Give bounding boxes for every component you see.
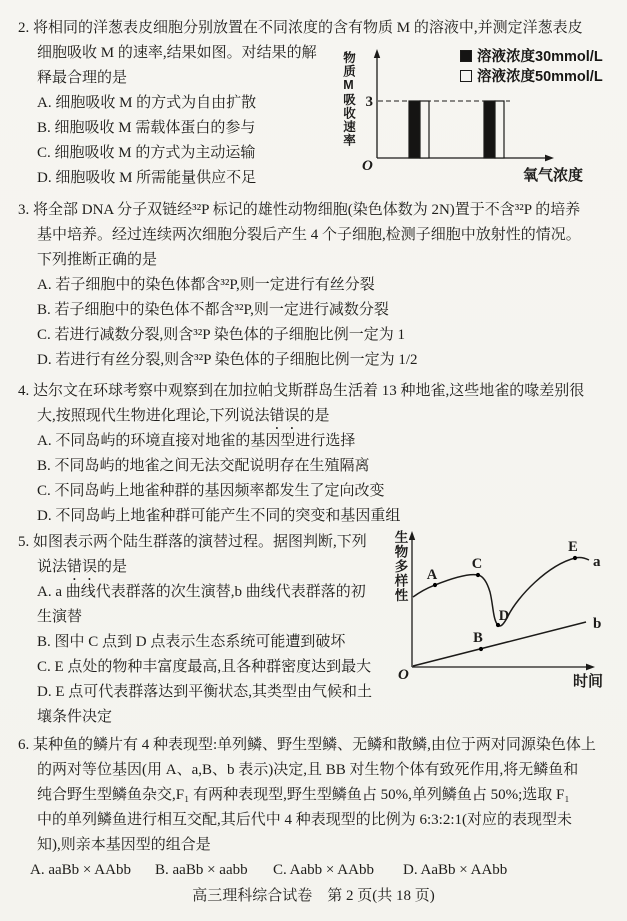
q3-option-d: D. 若进行有丝分裂,则含³²P 染色体的子细胞比例一定为 1/2: [37, 352, 418, 368]
q4-option-c: C. 不同岛屿上地雀种群的基因频率都发生了定向改变: [37, 483, 385, 499]
figure-q2-bar-chart: [340, 46, 627, 188]
q6-option-c: C. Aabb × AAbb: [273, 862, 374, 878]
bar-50mmol-group2: [495, 101, 504, 158]
q5-option-c: C. E 点处的物种丰富度最高,且各种群密度达到最大: [37, 659, 372, 675]
point-E-dot: [573, 556, 577, 560]
bar-30mmol-group1: [409, 101, 420, 158]
point-B-dot: [479, 647, 483, 651]
line-chart-y-axis-label: 生物多样性: [392, 530, 408, 603]
legend-swatch-filled-icon: [460, 50, 472, 62]
q3-line-2: 基中培养。经过连续两次细胞分裂后产生 4 个子细胞,检测子细胞中放射性的情况。: [37, 227, 581, 243]
q6-line-2: 的两对等位基因(用 A、a,B、b 表示)决定,且 BB 对生物个体有致死作用,将无鳞鱼和: [37, 762, 579, 778]
legend-row-30mmol: [460, 46, 603, 65]
q6-options-row: [18, 858, 618, 883]
x-axis-arrow-icon: [545, 155, 554, 162]
origin-label: O: [398, 667, 409, 683]
legend-label-50mmol: 溶液浓度50mmol/L: [477, 69, 603, 85]
question-6: [18, 733, 618, 883]
bar-50mmol-group1: [420, 101, 429, 158]
q4-line-2-pre: 大,按照现代生物进化理论,下列说法: [37, 408, 270, 424]
curve-b-label: b: [593, 616, 602, 632]
q5-emphasized-word: 错误: [67, 559, 98, 575]
q5-option-d-line-1: D. E 点可代表群落达到平衡状态,其类型由气候和土: [37, 684, 372, 700]
q2-option-a: A. 细胞吸收 M 的方式为自由扩散: [37, 95, 257, 111]
legend-row-50mmol: [460, 66, 603, 85]
q5-line-2-post: 的是: [97, 559, 128, 575]
q3-option-a: A. 若子细胞中的染色体都含³²P,则一定进行有丝分裂: [37, 277, 375, 293]
q4-line-1: 4. 达尔文在环球考察中观察到在加拉帕戈斯群岛生活着 13 种地雀,这些地雀的喙差别很: [18, 383, 585, 399]
bar-30mmol-group2: [484, 101, 495, 158]
q5-option-b: B. 图中 C 点到 D 点表示生态系统可能遭到破坏: [37, 634, 346, 650]
legend-label-30mmol: 溶液浓度30mmol/L: [477, 49, 603, 65]
q2-line-3: 释最合理的是: [37, 70, 128, 86]
q6-option-b: B. aaBb × aabb: [155, 862, 248, 878]
q2-line-1: 2. 将相同的洋葱表皮细胞分别放置在不同浓度的含有物质 M 的溶液中,并测定洋葱表皮: [18, 20, 583, 36]
q5-option-a-line-2: 生演替: [37, 609, 83, 625]
bar-chart-y-axis-label: 物质M吸收速率: [341, 51, 356, 147]
y-axis-arrow-icon: [374, 49, 380, 58]
q4-line-2: [18, 404, 618, 429]
point-D-label: D: [498, 608, 510, 624]
line-b: [413, 622, 586, 666]
point-E-label: E: [568, 539, 578, 555]
page-footer: 高三理科综合试卷 第 2 页(共 18 页): [192, 888, 435, 904]
q2-option-b: B. 细胞吸收 M 需载体蛋白的参与: [37, 120, 256, 136]
point-C-label: C: [471, 556, 483, 572]
q3-option-c: C. 若进行减数分裂,则含³²P 染色体的子细胞比例一定为 1: [37, 327, 406, 343]
q6-option-a: A. aaBb × AAbb: [30, 862, 131, 878]
q6-option-d: D. AaBb × AAbb: [403, 862, 508, 878]
y-axis-arrow-icon: [409, 531, 415, 540]
q4-line-2-post: 的是: [299, 408, 330, 424]
bar-chart-legend: [460, 46, 603, 85]
q6-line-5: 知),则亲本基因型的组合是: [37, 837, 211, 853]
q2-option-c: C. 细胞吸收 M 的方式为主动运输: [37, 145, 256, 161]
q6-line-4: 中的单列鳞鱼进行相互交配,其后代中 4 种表现型的比例为 6:3:2:1(对应的表现型未: [37, 812, 573, 828]
figure-q5-line-chart: [392, 528, 627, 696]
x-axis-label: 时间: [573, 673, 604, 690]
point-C-dot: [476, 573, 480, 577]
x-axis-arrow-icon: [586, 664, 595, 671]
q3-line-1: 3. 将全部 DNA 分子双链经³²P 标记的雄性动物细胞(染色体数为 2N)置于不含³²P 的培养: [18, 202, 581, 218]
q5-option-a-line-1: A. a 曲线代表群落的次生演替,b 曲线代表群落的初: [37, 584, 366, 600]
q4-option-b: B. 不同岛屿的地雀之间无法交配说明存在生殖隔离: [37, 458, 370, 474]
y-tick-3: 3: [365, 94, 373, 110]
q6-line-3: 纯合野生型鳞鱼杂交,F₁ 有两种表现型,野生型鳞鱼占 50%,单列鳞鱼占 50%;选取 F₁: [37, 787, 570, 803]
point-A-label: A: [426, 567, 438, 583]
question-3: [18, 198, 618, 373]
line-chart-canvas: [392, 528, 627, 696]
q2-line-2: 细胞吸收 M 的速率,结果如图。对结果的解: [37, 45, 317, 61]
q5-option-d-line-2: 壤条件决定: [37, 709, 113, 725]
legend-swatch-open-icon: [460, 70, 472, 82]
q5-line-2-pre: 说法: [37, 559, 68, 575]
question-4: [18, 379, 618, 529]
origin-label: O: [362, 158, 373, 174]
q3-option-b: B. 若子细胞中的染色体不都含³²P,则一定进行减数分裂: [37, 302, 389, 318]
q4-option-d: D. 不同岛屿上地雀种群可能产生不同的突变和基因重组: [37, 508, 401, 524]
point-B-label: B: [473, 630, 483, 646]
q3-line-3: 下列推断正确的是: [37, 252, 158, 268]
curve-a-label: a: [593, 554, 601, 570]
x-axis-label: 氧气浓度: [523, 167, 584, 184]
q4-emphasized-word: 错误: [269, 408, 300, 424]
q2-option-d: D. 细胞吸收 M 所需能量供应不足: [37, 170, 257, 186]
q4-option-a: A. 不同岛屿的环境直接对地雀的基因型进行选择: [37, 433, 356, 449]
q6-line-1: 6. 某种鱼的鳞片有 4 种表现型:单列鳞、野生型鳞、无鳞和散鳞,由位于两对同源染色体上: [18, 737, 596, 753]
q5-line-1: 5. 如图表示两个陆生群落的演替过程。据图判断,下列: [18, 534, 367, 550]
point-A-dot: [433, 583, 437, 587]
